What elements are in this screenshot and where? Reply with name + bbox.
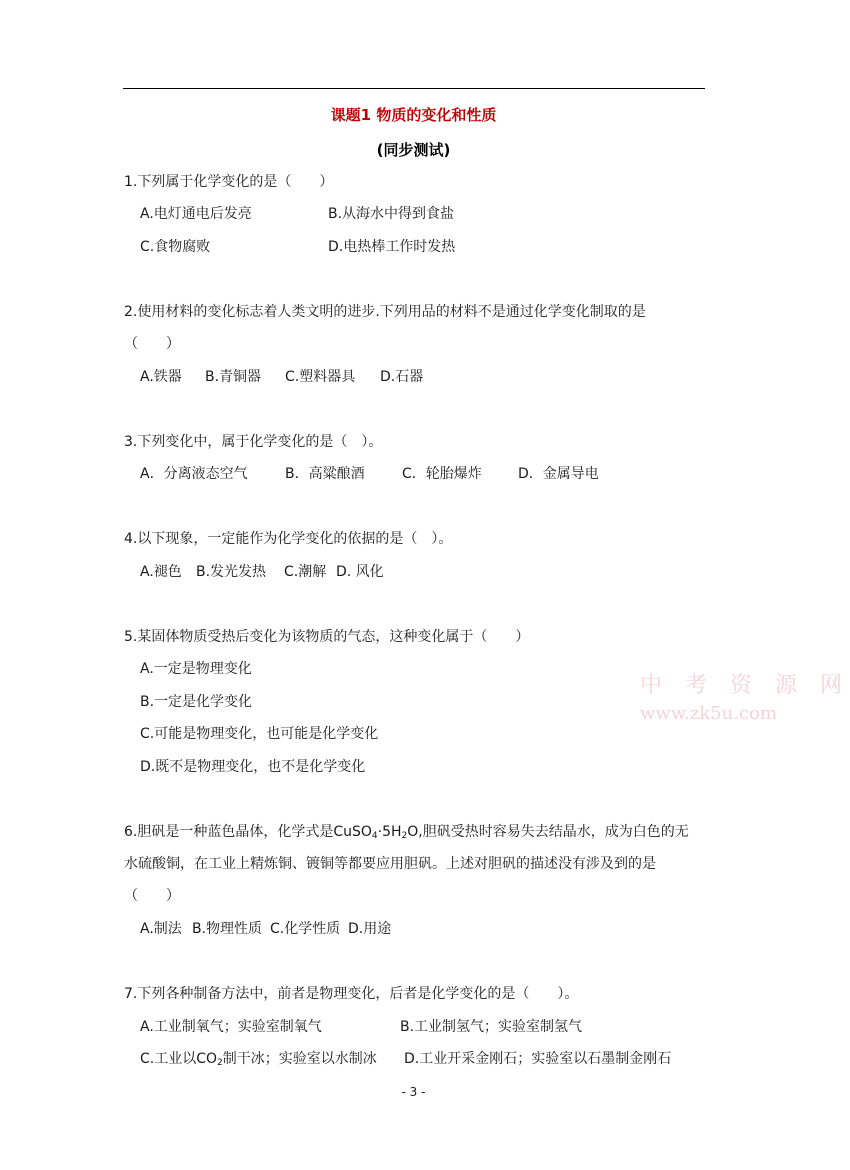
q5-option-c: C.可能是物理变化，也可能是化学变化 bbox=[140, 726, 379, 742]
watermark-text: 中 考 资 源 网 bbox=[640, 673, 850, 698]
q6-option-a: A.制法 bbox=[140, 921, 182, 937]
page-title: 课题1 物质的变化和性质 bbox=[330, 106, 497, 124]
question-2-stem: 2.使用材料的变化标志着人类文明的进步.下列用品的材料不是通过化学变化制取的是 bbox=[124, 304, 646, 320]
q6-option-b: B.物理性质 bbox=[192, 921, 263, 937]
q7-option-c: C.工业以$CO_2$制干冰；实验室以水制冰 bbox=[140, 1051, 377, 1068]
q3-option-a: A．分离液态空气 bbox=[140, 466, 248, 482]
q4-option-c: C.潮解 bbox=[284, 564, 327, 580]
question-6-stem: 6.胆矾是一种蓝色晶体，化学式是$CuSO_4\cdot 5H_2O$,胆矾受热时容易失去结晶水，成为白色的无 bbox=[124, 824, 689, 841]
q2-option-b: B.青铜器 bbox=[205, 369, 262, 385]
q3-option-b: B．高粱酿酒 bbox=[285, 466, 365, 482]
question-3-stem: 3.下列变化中，属于化学变化的是（ ）。 bbox=[124, 434, 383, 450]
q1-option-a: A.电灯通电后发亮 bbox=[140, 206, 252, 222]
question-4-stem: 4.以下现象，一定能作为化学变化的依据的是（ ）。 bbox=[124, 531, 453, 547]
q7-option-a: A.工业制氧气；实验室制氧气 bbox=[140, 1019, 322, 1035]
page-subtitle: (同步测试) bbox=[376, 141, 451, 159]
question-2-stem-cont: （ ） bbox=[124, 336, 180, 352]
question-6-stem-cont: 水硫酸铜，在工业上精炼铜、镀铜等都要应用胆矾。上述对胆矾的描述没有涉及到的是 bbox=[124, 856, 656, 872]
q1-option-d: D.电热棒工作时发热 bbox=[328, 239, 456, 255]
q4-option-d: D. 风化 bbox=[336, 564, 384, 580]
q7-option-b: B.工业制氢气；实验室制氢气 bbox=[400, 1019, 583, 1035]
q4-option-b: B.发光发热 bbox=[196, 564, 267, 580]
q3-option-d: D．金属导电 bbox=[518, 466, 599, 482]
question-7-stem: 7.下列各种制备方法中，前者是物理变化，后者是化学变化的是（ ）。 bbox=[124, 986, 579, 1002]
q3-option-c: C．轮胎爆炸 bbox=[402, 466, 482, 482]
watermark-url: www.zk5u.com bbox=[640, 703, 777, 724]
question-5-stem: 5.某固体物质受热后变化为该物质的气态，这种变化属于（ ） bbox=[124, 629, 530, 645]
q5-option-a: A.一定是物理变化 bbox=[140, 661, 252, 677]
q6-option-c: C.化学性质 bbox=[270, 921, 341, 937]
q7-option-d: D.工业开采金刚石；实验室以石墨制金刚石 bbox=[404, 1051, 672, 1067]
q5-option-b: B.一定是化学变化 bbox=[140, 694, 253, 710]
header-rule bbox=[123, 88, 705, 89]
q1-option-c: C.食物腐败 bbox=[140, 239, 211, 255]
question-6-stem-cont2: （ ） bbox=[124, 888, 180, 904]
q4-option-a: A.褪色 bbox=[140, 564, 182, 580]
q2-option-c: C.塑料器具 bbox=[285, 369, 356, 385]
q2-option-a: A.铁器 bbox=[140, 369, 182, 385]
q6-option-d: D.用途 bbox=[348, 921, 392, 937]
page-number: - 3 - bbox=[401, 1085, 426, 1099]
q2-option-d: D.石器 bbox=[380, 369, 424, 385]
q5-option-d: D.既不是物理变化，也不是化学变化 bbox=[140, 759, 366, 775]
q1-option-b: B.从海水中得到食盐 bbox=[328, 206, 455, 222]
question-1-stem: 1.下列属于化学变化的是（ ） bbox=[124, 174, 334, 190]
